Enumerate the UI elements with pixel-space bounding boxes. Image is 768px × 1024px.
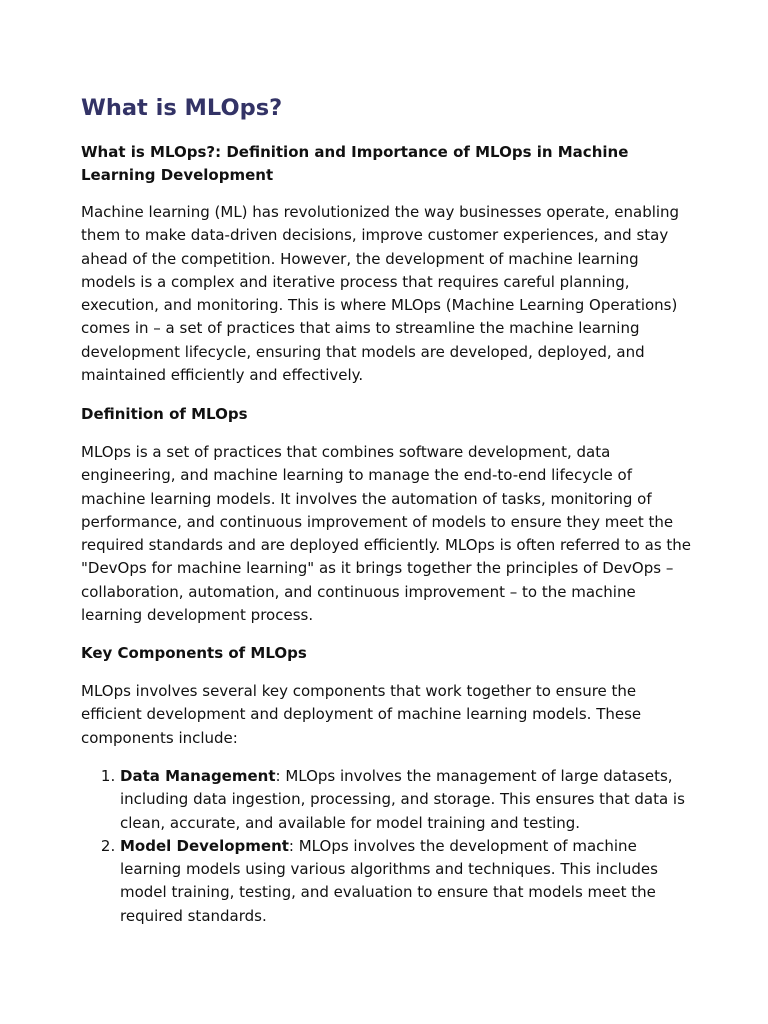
list-item-term: Data Management <box>120 767 276 785</box>
article-subtitle: What is MLOps?: Definition and Importance of MLOps in Machine Learning Development <box>81 143 629 184</box>
definition-paragraph: MLOps is a set of practices that combines software development, data engineering, and machine learning to manage the end-to-end lifecycle of machine learning models. It involves the automation of tasks, monitoring of performance, and continuous improvement of models to ensure they meet the required standards and are deployed efficiently. MLOps is often referred to as the "DevOps for machine learning" as it brings together the principles of DevOps – collaboration, automation, and continuous improvement – to the machine learning development process. <box>81 443 692 625</box>
list-item <box>120 765 693 835</box>
list-item <box>120 835 693 928</box>
intro-paragraph: Machine learning (ML) has revolutionized the way businesses operate, enabling them to make data-driven decisions, improve customer experiences, and stay ahead of the competition. However, the development of machine learning models is a complex and iterative process that requires careful planning, execution, and monitoring. This is where MLOps (Machine Learning Operations) comes in – a set of practices that aims to streamline the machine learning development lifecycle, ensuring that models are developed, deployed, and maintained efficiently and effectively. <box>81 203 680 385</box>
list-item-term: Model Development <box>120 836 289 855</box>
components-list <box>81 765 693 928</box>
components-heading: Key Components of MLOps <box>81 644 307 662</box>
list-item-description: : MLOps involves the management of large datasets, including data ingestion, processing, and storage. This ensures that data is clean, accurate, and available for model training and testing. <box>120 767 685 832</box>
list-item-description: : MLOps involves the development of machine learning models using various algorithms and techniques. This includes model training, testing, and evaluation to ensure that models meet the required standards. <box>120 836 658 925</box>
components-paragraph: MLOps involves several key components that work together to ensure the efficient development and deployment of machine learning models. These components include: <box>81 682 642 747</box>
page-title: What is MLOps? <box>81 95 283 121</box>
definition-heading: Definition of MLOps <box>81 405 248 423</box>
